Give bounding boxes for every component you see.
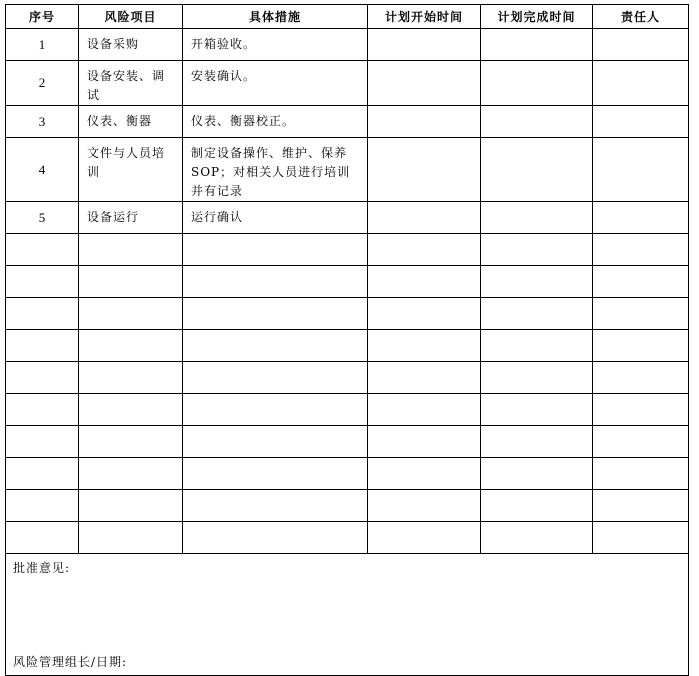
table-row	[6, 61, 689, 106]
empty-cell	[79, 266, 183, 298]
row-owner	[593, 202, 689, 234]
empty-cell	[481, 234, 593, 266]
empty-table-row	[6, 234, 689, 266]
empty-cell	[368, 298, 481, 330]
empty-cell	[481, 362, 593, 394]
row-risk-item	[79, 61, 183, 106]
empty-cell	[593, 394, 689, 426]
empty-table-row	[6, 522, 689, 554]
row-measure	[183, 61, 368, 106]
empty-cell	[481, 490, 593, 522]
row-risk-item	[79, 202, 183, 234]
table-row	[6, 202, 689, 234]
empty-cell	[183, 362, 368, 394]
empty-cell	[6, 426, 79, 458]
row-risk-item-text: 设备运行	[87, 210, 140, 224]
empty-cell	[183, 266, 368, 298]
row-measure-text: 仪表、衡器校正。	[191, 114, 296, 128]
empty-cell	[593, 458, 689, 490]
empty-cell	[593, 490, 689, 522]
empty-cell	[79, 394, 183, 426]
empty-cell	[481, 522, 593, 554]
row-planned-start	[368, 202, 481, 234]
row-seq: 1	[6, 29, 79, 61]
empty-table-row	[6, 490, 689, 522]
empty-cell	[6, 394, 79, 426]
empty-cell	[183, 490, 368, 522]
empty-cell	[593, 266, 689, 298]
empty-table-row	[6, 266, 689, 298]
empty-cell	[6, 330, 79, 362]
header-planned-end: 计划完成时间	[481, 5, 593, 29]
approval-opinion-label: 批准意见:	[13, 561, 71, 575]
row-risk-item	[79, 106, 183, 138]
empty-cell	[6, 522, 79, 554]
empty-cell	[79, 234, 183, 266]
empty-cell	[368, 458, 481, 490]
empty-cell	[368, 490, 481, 522]
empty-cell	[368, 394, 481, 426]
empty-cell	[368, 522, 481, 554]
empty-table-row	[6, 394, 689, 426]
empty-cell	[593, 298, 689, 330]
row-planned-start	[368, 138, 481, 202]
row-risk-item	[79, 29, 183, 61]
empty-cell	[481, 458, 593, 490]
empty-cell	[368, 234, 481, 266]
row-planned-end	[481, 138, 593, 202]
header-owner: 责任人	[593, 5, 689, 29]
empty-cell	[79, 490, 183, 522]
row-planned-end	[481, 106, 593, 138]
row-owner	[593, 106, 689, 138]
empty-cell	[183, 234, 368, 266]
empty-cell	[6, 234, 79, 266]
header-risk-item: 风险项目	[79, 5, 183, 29]
header-seq: 序号	[6, 5, 79, 29]
risk-control-table	[5, 4, 689, 676]
empty-cell	[6, 298, 79, 330]
empty-cell	[183, 426, 368, 458]
row-risk-item-text: 文件与人员培训	[87, 146, 166, 179]
empty-cell	[183, 330, 368, 362]
risk-leader-date-label: 风险管理组长/日期:	[13, 655, 128, 669]
row-seq: 2	[6, 61, 79, 106]
empty-table-row	[6, 330, 689, 362]
empty-cell	[6, 266, 79, 298]
empty-table-row	[6, 426, 689, 458]
row-risk-item-text: 设备采购	[87, 37, 140, 51]
table-row	[6, 106, 689, 138]
empty-cell	[183, 394, 368, 426]
empty-cell	[183, 298, 368, 330]
header-measure: 具体措施	[183, 5, 368, 29]
row-planned-end	[481, 202, 593, 234]
row-planned-end	[481, 29, 593, 61]
empty-cell	[593, 330, 689, 362]
empty-table-row	[6, 362, 689, 394]
table-row	[6, 138, 689, 202]
row-seq: 5	[6, 202, 79, 234]
empty-table-row	[6, 458, 689, 490]
row-seq: 4	[6, 138, 79, 202]
empty-cell	[6, 458, 79, 490]
row-measure	[183, 202, 368, 234]
table-row	[6, 29, 689, 61]
empty-cell	[368, 330, 481, 362]
empty-cell	[79, 362, 183, 394]
empty-table-row	[6, 298, 689, 330]
empty-cell	[481, 394, 593, 426]
row-planned-start	[368, 61, 481, 106]
row-planned-start	[368, 106, 481, 138]
row-measure-text: 开箱验收。	[191, 37, 257, 51]
empty-cell	[481, 266, 593, 298]
empty-cell	[6, 490, 79, 522]
empty-cell	[368, 426, 481, 458]
row-planned-end	[481, 61, 593, 106]
empty-cell	[183, 522, 368, 554]
empty-cell	[79, 522, 183, 554]
empty-cell	[79, 426, 183, 458]
empty-cell	[481, 426, 593, 458]
empty-cell	[6, 362, 79, 394]
row-measure	[183, 138, 368, 202]
row-measure-text: 制定设备操作、维护、保养SOP；对相关人员进行培训并有记录	[191, 146, 351, 198]
row-risk-item-text: 设备安装、调试	[87, 69, 166, 102]
row-measure	[183, 29, 368, 61]
empty-cell	[79, 330, 183, 362]
row-owner	[593, 61, 689, 106]
empty-cell	[368, 362, 481, 394]
row-planned-start	[368, 29, 481, 61]
empty-cell	[481, 298, 593, 330]
empty-cell	[481, 330, 593, 362]
empty-cell	[593, 426, 689, 458]
row-risk-item	[79, 138, 183, 202]
row-owner	[593, 29, 689, 61]
empty-cell	[79, 298, 183, 330]
header-planned-start: 计划开始时间	[368, 5, 481, 29]
row-owner	[593, 138, 689, 202]
row-measure-text: 安装确认。	[191, 69, 257, 83]
empty-cell	[183, 458, 368, 490]
row-measure-text: 运行确认	[191, 210, 244, 224]
empty-cell	[593, 234, 689, 266]
row-measure	[183, 106, 368, 138]
row-seq: 3	[6, 106, 79, 138]
empty-cell	[593, 522, 689, 554]
empty-cell	[368, 266, 481, 298]
empty-cell	[593, 362, 689, 394]
table-header-row	[6, 5, 689, 29]
approval-cell	[6, 554, 689, 676]
empty-cell	[79, 458, 183, 490]
approval-row	[6, 554, 689, 676]
row-risk-item-text: 仪表、衡器	[87, 114, 153, 128]
